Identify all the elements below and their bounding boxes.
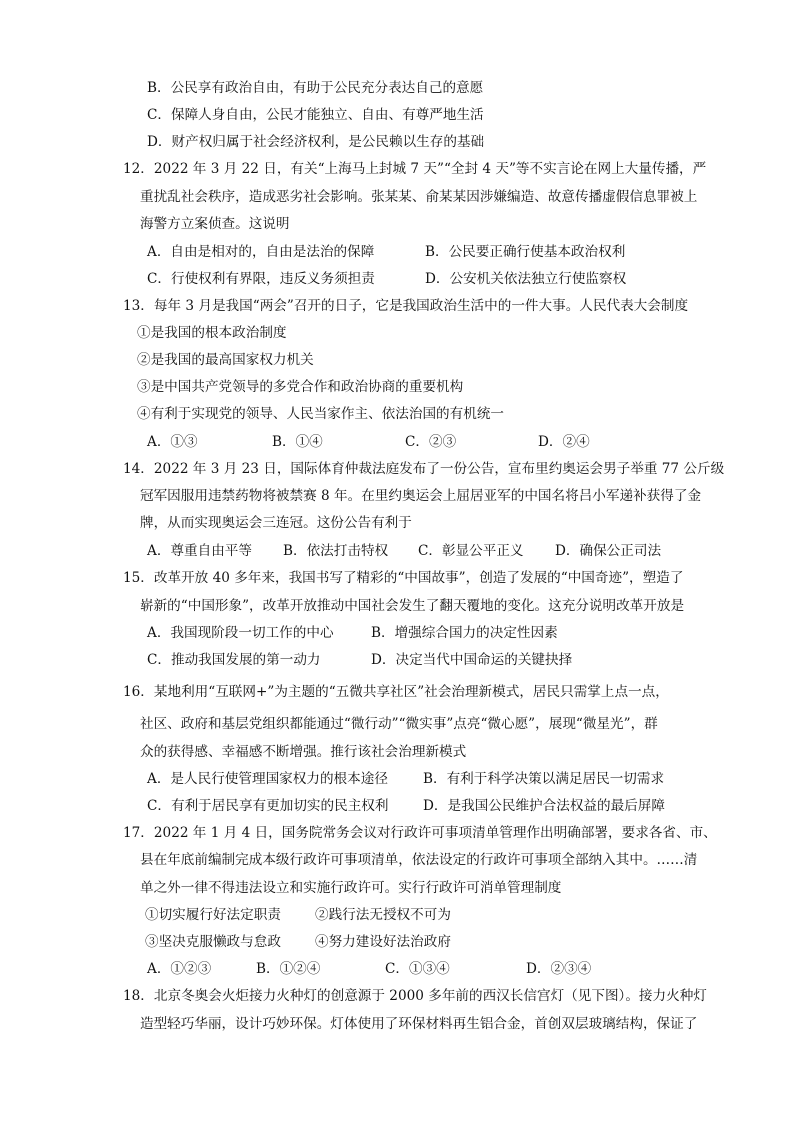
q17-stem-line-1: 17．2022 年 1 月 4 日，国务院常务会议对行政许可事项清单管理作出明确部署，要求各省、市、 <box>123 825 717 841</box>
q18-stem-line-2: 造型轻巧华丽，设计巧妙环保。灯体使用了环保材料再生铝合金，首创双层玻璃结构，保证了 <box>140 1016 698 1032</box>
q14-stem-line-3: 牌，从而实现奥运会三连冠。这份公告有利于 <box>140 515 412 531</box>
q13-statement-4: ④有利于实现党的领导、人民当家作主、依法治国的有机统一 <box>137 406 505 422</box>
q12-option-b: B．公民要正确行使基本政治权利 <box>425 244 626 260</box>
q14-option-a: A．尊重自由平等 <box>147 543 252 559</box>
q15-option-d: D．决定当代中国命运的关键抉择 <box>371 652 573 668</box>
q12-option-c: C．行使权利有界限，违反义务须担责 <box>147 271 375 287</box>
q15-option-a: A．我国现阶段一切工作的中心 <box>147 625 334 641</box>
q14-option-c: C．彰显公平正义 <box>418 543 524 559</box>
q12-stem-line-2: 重扰乱社会秩序，造成恶劣社会影响。张某某、俞某某因涉嫌编造、故意传播虚假信息罪被上 <box>140 189 698 205</box>
q17-statement-1: ①切实履行好法定职责 <box>145 907 281 923</box>
q16-option-c: C．有利于居民享有更加切实的民主权利 <box>147 798 389 814</box>
q15-option-c: C．推动我国发展的第一动力 <box>147 652 321 668</box>
q14-stem-line-1: 14．2022 年 3 月 23 日，国际体育仲裁法庭发布了一份公告，宣布里约奥运会男子举重 77 公斤级 <box>123 461 725 477</box>
q12-option-a: A．自由是相对的，自由是法治的保障 <box>147 244 375 260</box>
q14-stem-line-2: 冠军因服用违禁药物将被禁赛 8 年。在里约奥运会上屈居亚军的中国名将吕小军递补获得了金 <box>140 488 702 504</box>
q11-option-d: D．财产权归属于社会经济权利，是公民赖以生存的基础 <box>147 134 485 150</box>
q13-option-a: A．①③ <box>147 434 198 450</box>
q11-option-b: B．公民享有政治自由，有助于公民充分表达自己的意愿 <box>147 80 484 96</box>
q17-stem-line-3: 单之外一律不得违法设立和实施行政许可。实行行政许可消单管理制度 <box>140 880 562 896</box>
q16-option-a: A．是人民行使管理国家权力的根本途径 <box>147 771 388 787</box>
q17-option-a: A．①②③ <box>147 961 212 977</box>
q16-stem-line-2: 社区、政府和基层党组织都能通过“微行动”“微实事”点亮“微心愿”，展现“微星光”，群 <box>140 716 658 732</box>
q16-stem-line-1: 16．某地利用“互联网+”为主题的“五微共享社区”社会治理新模式，居民只需掌上点一点， <box>123 684 669 700</box>
q13-statement-2: ②是我国的最高国家权力机关 <box>137 352 314 368</box>
q13-option-d: D．②④ <box>538 434 590 450</box>
q11-option-c: C．保障人身自由，公民才能独立、自由、有尊严地生活 <box>147 107 484 123</box>
q12-option-d: D．公安机关依法独立行使监察权 <box>425 271 627 287</box>
q17-option-c: C．①③④ <box>385 961 450 977</box>
q18-stem-line-1: 18．北京冬奥会火炬接力火种灯的创意源于 2000 多年前的西汉长信宫灯（见下图）。接力火种灯 <box>123 988 707 1004</box>
q15-option-b: B．增强综合国力的决定性因素 <box>371 625 558 641</box>
q17-statement-3: ③坚决克服懒政与怠政 <box>145 934 281 950</box>
q16-option-b: B．有利于科学决策以满足居民一切需求 <box>423 771 665 787</box>
q13-stem-line-1: 13．每年 3 月是我国“两会”召开的日子，它是我国政治生活中的一件大事。人民代表大会制度 <box>123 298 689 314</box>
q13-statement-3: ③是中国共产党领导的多党合作和政治协商的重要机构 <box>137 379 464 395</box>
q17-stem-line-2: 县在年底前编制完成本级行政许可事项清单，依法设定的行政许可事项全部纳入其中。……清 <box>140 852 698 868</box>
q17-statement-4: ④努力建设好法治政府 <box>315 934 451 950</box>
q12-stem-line-3: 海警方立案侦查。这说明 <box>140 216 290 232</box>
q17-option-b: B．①②④ <box>256 961 321 977</box>
q13-option-b: B．①④ <box>272 434 323 450</box>
q13-option-c: C．②③ <box>405 434 457 450</box>
q17-option-d: D．②③④ <box>526 961 592 977</box>
q17-statement-2: ②践行法无授权不可为 <box>315 907 451 923</box>
q16-stem-line-3: 众的获得感、幸福感不断增强。推行该社会治理新模式 <box>140 744 467 760</box>
q13-statement-1: ①是我国的根本政治制度 <box>137 325 287 341</box>
q12-stem-line-1: 12．2022 年 3 月 22 日，有关“上海马上封城 7 天”“全封 4 天”等不实言论在网上大量传播，严 <box>123 161 707 177</box>
q16-option-d: D．是我国公民维护合法权益的最后屏障 <box>423 798 665 814</box>
q15-stem-line-1: 15．改革开放 40 多年来，我国书写了精彩的“中国故事”，创造了发展的“中国奇迹”，塑造了 <box>123 570 684 586</box>
q14-option-d: D．确保公正司法 <box>555 543 662 559</box>
q14-option-b: B．依法打击特权 <box>283 543 389 559</box>
q15-stem-line-2: 崭新的“中国形象”，改革开放推动中国社会发生了翻天覆地的变化。这充分说明改革开放是 <box>140 598 685 614</box>
